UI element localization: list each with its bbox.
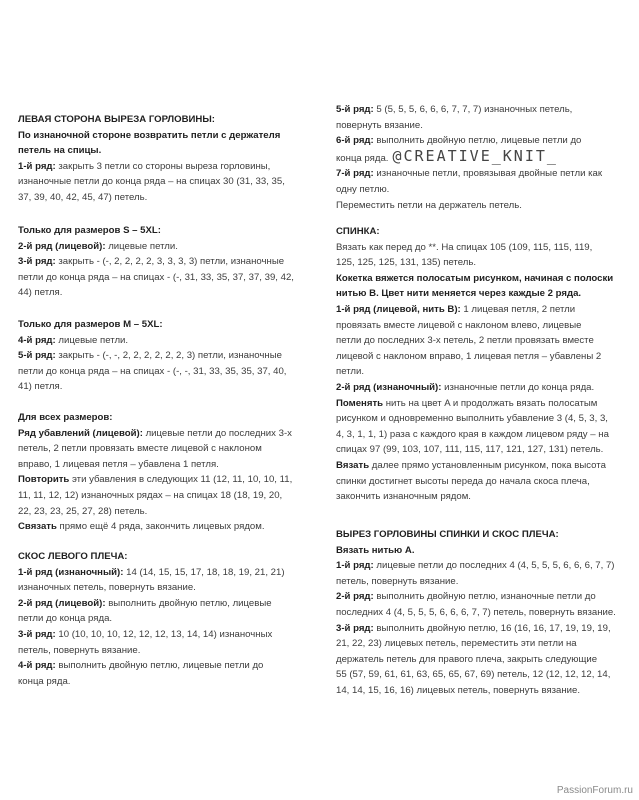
row-text: конца ряда. @CREATIVE_KNIT_ — [336, 146, 558, 165]
row-text: 37, 39, 40, 42, 45, 47) петель. — [18, 191, 148, 203]
section-back — [336, 224, 626, 505]
row-text: конца ряда. — [18, 675, 71, 687]
row-text: лицевой с наклоном вправо, 1 лицевая петля – убавлены 2 — [336, 350, 602, 362]
watermark: PassionForum.ru — [556, 785, 633, 796]
row-text: 44) петля. — [18, 287, 63, 299]
row-text: 11, 11, 12, 12) изнаночных рядах – на спицах 18 (18, 19, 20, — [18, 489, 283, 501]
section-title: Для всех размеров: — [18, 412, 113, 423]
section-title: ВЫРЕЗ ГОРЛОВИНЫ СПИНКИ И СКОС ПЛЕЧА: — [336, 529, 559, 540]
row-text: Ряд убавлений (лицевой): лицевые петли до последних 3-х — [18, 427, 292, 439]
section-title: СКОС ЛЕВОГО ПЛЕЧА: — [18, 551, 128, 562]
row-text: закончить изнаночным рядом. — [336, 491, 471, 503]
row-text: 3-й ряд: 10 (10, 10, 10, 12, 12, 12, 13, 14, 14) изнаночных — [18, 628, 273, 640]
row-text: 2-й ряд (лицевой): лицевые петли. — [18, 240, 178, 252]
row-text: петли до последних 3-х петель, 2 петли провязать вместе — [336, 335, 594, 347]
row-text: 4, 3, 1, 1, 1) раза с каждого края в каждом лицевом ряду – на — [336, 428, 609, 440]
row-text: 4-й ряд: лицевые петли. — [18, 334, 129, 346]
row-text: петель, повернуть вязание. — [336, 575, 459, 587]
section-shoulder-cont — [336, 102, 626, 213]
row-text: 14, 14, 15, 16, 16) лицевых петель, повернуть вязание. — [336, 684, 581, 696]
section-title: Только для размеров S – 5XL: — [18, 225, 161, 236]
row-text: 3-й ряд: выполнить двойную петлю, 16 (16, 16, 17, 19, 19, 19, — [336, 622, 611, 634]
row-text: держатель петель для правого плеча, закрыть следующие — [336, 653, 598, 665]
row-text: 3-й ряд: закрыть - (-, 2, 2, 2, 2, 3, 3, 3, 3) петли, изнаночные — [18, 256, 285, 268]
section-m-5xl — [18, 317, 310, 395]
section-all-sizes — [18, 410, 310, 535]
row-text: вправо, 1 лицевая петля – убавлена 1 петля. — [18, 458, 219, 470]
row-text: Вязать как перед до **. На спицах 105 (109, 115, 115, 119, — [336, 241, 593, 253]
section-left-neck — [18, 112, 285, 206]
row-text: петли до конца ряда – на спицах - (-, -, 31, 33, 35, 35, 37, 40, — [18, 365, 287, 377]
section-back-neck — [336, 527, 626, 699]
row-text: 1-й ряд: лицевые петли до последних 4 (4, 5, 5, 5, 6, 6, 6, 7, 7) — [336, 560, 615, 572]
row-text: 22, 23, 23, 25, 27, 28) петель. — [18, 505, 148, 517]
row-text: 6-й ряд: выполнить двойную петлю, лицевые петли до — [336, 135, 582, 147]
row-text: 5-й ряд: 5 (5, 5, 5, 6, 6, 6, 7, 7, 7) изнаночных петель, — [336, 104, 573, 115]
row-text: последних 4 (4, 5, 5, 5, 6, 6, 6, 7, 7) петель, повернуть вязание. — [336, 606, 616, 618]
row-text: 41) петля. — [18, 381, 63, 393]
row-text: провязать вместе лицевой с наклоном влево, лицевые — [336, 319, 582, 331]
section-title: СПИНКА: — [336, 226, 380, 237]
section-title: ЛЕВАЯ СТОРОНА ВЫРЕЗА ГОРЛОВИНЫ: — [18, 114, 215, 125]
row-text: 1-й ряд: закрыть 3 петли со стороны выреза горловины, — [18, 160, 271, 172]
section-s-5xl — [18, 223, 310, 301]
row-text: 7-й ряд: изнаночные петли, провязывая двойные петли как — [336, 168, 603, 180]
row-text: изнаночные петли до конца ряда – на спицах 30 (31, 33, 35, — [18, 176, 285, 188]
row-text: 4-й ряд: выполнить двойную петлю, лицевые петли до — [18, 660, 264, 672]
row-text: 5-й ряд: закрыть - (-, -, 2, 2, 2, 2, 2, 2, 3) петли, изнаночные — [18, 350, 282, 362]
row-text: петель, повернуть вязание. — [18, 644, 141, 656]
row-text: 55 (57, 59, 61, 61, 63, 65, 65, 67, 69) петель, 12 (12, 12, 12, 14, — [336, 669, 611, 681]
row-text: Повторить эти убавления в следующих 11 (12, 11, 10, 10, 11, — [18, 474, 293, 486]
row-text: Связать прямо ещё 4 ряда, закончить лицевых рядом. — [18, 521, 265, 533]
row-text: Переместить петли на держатель петель. — [336, 199, 522, 211]
row-text: петли до конца ряда – на спицах - (-, 31, 33, 35, 37, 37, 39, 42, — [18, 271, 294, 283]
row-text: 2-й ряд (лицевой): выполнить двойную петлю, лицевые — [18, 597, 272, 609]
row-text: 1-й ряд (лицевой, нить B): 1 лицевая петля, 2 петли — [336, 303, 576, 315]
row-text: одну петлю. — [336, 183, 390, 195]
row-text: спинки достигнет высоты переда до начала скоса плеча, — [336, 475, 590, 487]
instagram-handle: @CREATIVE_KNIT_ — [392, 146, 558, 165]
row-text: 2-й ряд: выполнить двойную петлю, изнаночные петли до — [336, 591, 596, 603]
row-text: спицах 97 (99, 103, 107, 111, 115, 117, 121, 127, 131) петель. — [336, 444, 604, 456]
row-text: петли. — [336, 366, 365, 378]
yoke-note: нитью B. Цвет нити меняется через каждые 2 ряда. — [336, 288, 582, 300]
row-text: 21, 22, 23) лицевых петель, переместить эти петли на — [336, 638, 577, 650]
section-subtitle: петель на спицы. — [18, 145, 102, 157]
row-text: 1-й ряд (изнаночный): 14 (14, 15, 15, 17, 18, 18, 19, 21, 21) — [18, 566, 285, 578]
row-text: петель, 2 петли провязать вместе лицевой с наклоном — [18, 443, 262, 455]
section-title: Только для размеров M – 5XL: — [18, 319, 163, 330]
row-text: Поменять нить на цвет A и продолжать вязать полосатым — [336, 397, 598, 409]
row-text: изнаночных петель, повернуть вязание. — [18, 582, 196, 594]
row-text: петли до конца ряда. — [18, 613, 113, 625]
yoke-note: Кокетка вяжется полосатым рисунком, начиная с полоски — [336, 272, 614, 284]
row-text: повернуть вязание. — [336, 119, 423, 131]
section-subtitle: По изнаночной стороне возвратить петли с держателя — [18, 129, 281, 141]
row-text: Вязать далее прямо установленным рисунком, пока высота — [336, 459, 606, 471]
section-subtitle: Вязать нитью A. — [336, 544, 415, 556]
row-text: 125, 125, 125, 131, 135) петель. — [336, 257, 476, 269]
section-left-shoulder — [18, 549, 310, 689]
row-text: 2-й ряд (изнаночный): изнаночные петли до конца ряда. — [336, 381, 595, 393]
row-text: рисунком и одновременно выполнить убавление 3 (4, 5, 3, 3, — [336, 413, 608, 425]
